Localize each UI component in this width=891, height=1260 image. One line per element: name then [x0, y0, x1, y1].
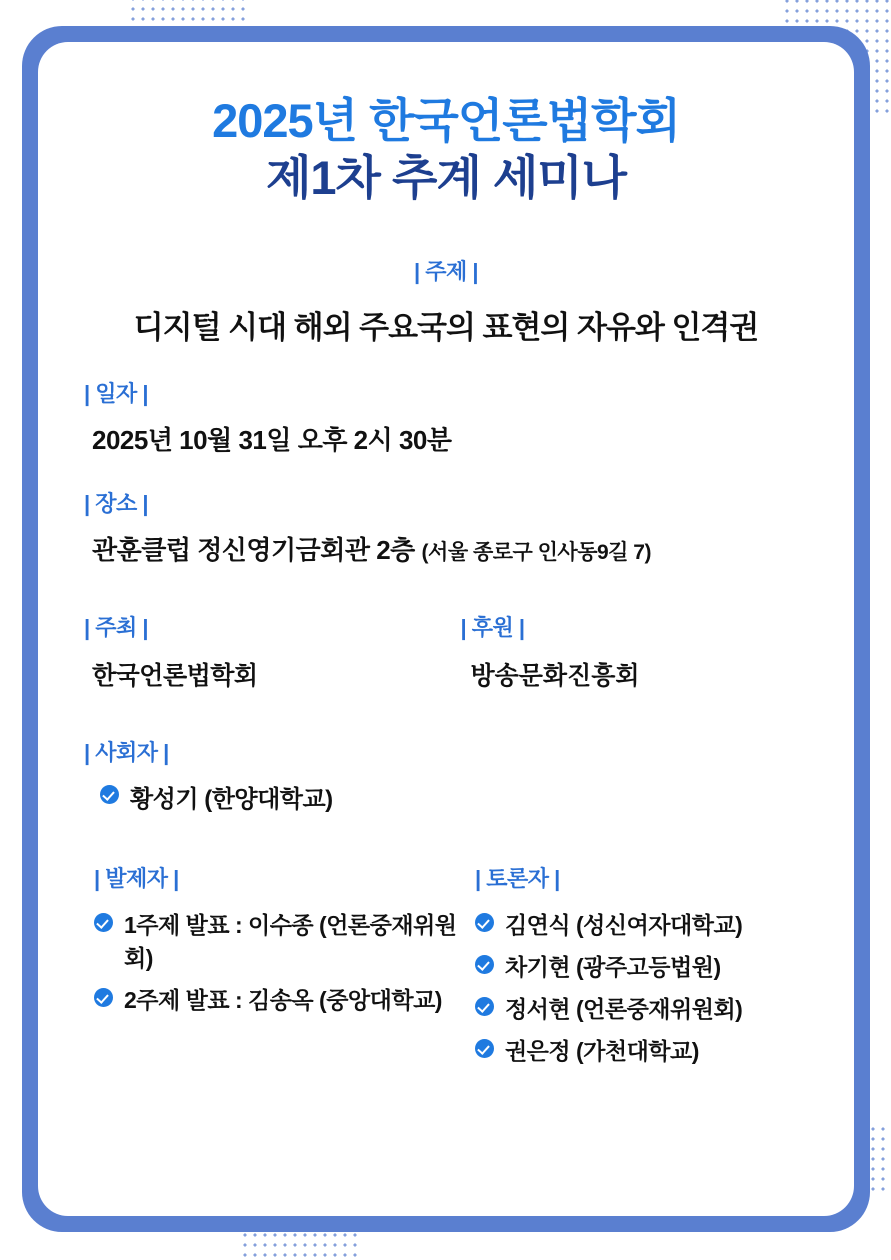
poster-title-line2: 제1차 추계 세미나: [265, 151, 627, 205]
discussant-name-3: 정서현 (언론중재위원회): [504, 995, 743, 1022]
discussant-block: [475, 862, 808, 1075]
place-block: [84, 487, 808, 567]
sponsor-block: [460, 611, 808, 692]
date-value: 2025년 10월 31일 오후 2시 30분: [92, 424, 452, 455]
poster-content: [38, 42, 854, 1216]
list-item: [94, 982, 475, 1015]
mc-block: [84, 736, 808, 814]
place-address: (서울 종로구 인사동9길 7): [421, 540, 651, 564]
presenter-label: | 발제자 |: [94, 865, 179, 891]
presenter-name-2: 2주제 발표 : 김송옥 (중앙대학교): [124, 986, 442, 1013]
host-value: 한국언론법학회: [92, 661, 258, 690]
place-value: [84, 530, 808, 567]
presenter-name-1: 1주제 발표 : 이수종 (언론중재위원회): [124, 911, 457, 971]
host-sponsor-row: [84, 611, 808, 692]
presenter-discussant-row: [84, 862, 808, 1075]
list-item: [475, 907, 808, 940]
mc-label: | 사회자 |: [84, 739, 169, 765]
host-label: | 주최 |: [84, 614, 149, 640]
place-label: | 장소 |: [84, 490, 149, 516]
list-item: [475, 991, 808, 1024]
discussant-name-2: 차기현 (광주고등법원): [504, 953, 721, 980]
discussant-name-4: 권은정 (가천대학교): [504, 1037, 699, 1064]
sponsor-label: | 후원 |: [460, 614, 525, 640]
sponsor-value: 방송문화진흥회: [470, 661, 640, 690]
place-venue: 관훈클럽 정신영기금회관 2층: [92, 534, 415, 565]
check-circle-icon: [475, 997, 494, 1016]
check-circle-icon: [94, 913, 113, 932]
check-circle-icon: [94, 988, 113, 1007]
poster-title: [84, 92, 808, 207]
subject-text: 디지털 시대 해외 주요국의 표현의 자유와 인격권: [133, 309, 759, 345]
list-item: [475, 949, 808, 982]
list-item: [475, 1033, 808, 1066]
list-item: [94, 907, 475, 973]
presenter-list: [94, 907, 475, 1015]
check-circle-icon: [475, 1039, 494, 1058]
host-block: [84, 611, 460, 692]
date-block: [84, 377, 808, 457]
list-item: [84, 779, 808, 814]
check-circle-icon: [475, 913, 494, 932]
poster-title-line1: 2025년 한국언론법학회: [212, 94, 680, 147]
mc-name: 황성기 (한양대학교): [130, 785, 333, 813]
date-label: | 일자 |: [84, 380, 149, 406]
discussant-list: [475, 907, 808, 1066]
mc-list: [84, 779, 808, 814]
subject-label: | 주제 |: [413, 258, 479, 284]
discussant-label: | 토론자 |: [474, 865, 560, 891]
discussant-name-1: 김연식 (성신여자대학교): [504, 911, 743, 938]
check-circle-icon: [100, 785, 119, 804]
presenter-block: [84, 862, 475, 1075]
check-circle-icon: [475, 955, 494, 974]
